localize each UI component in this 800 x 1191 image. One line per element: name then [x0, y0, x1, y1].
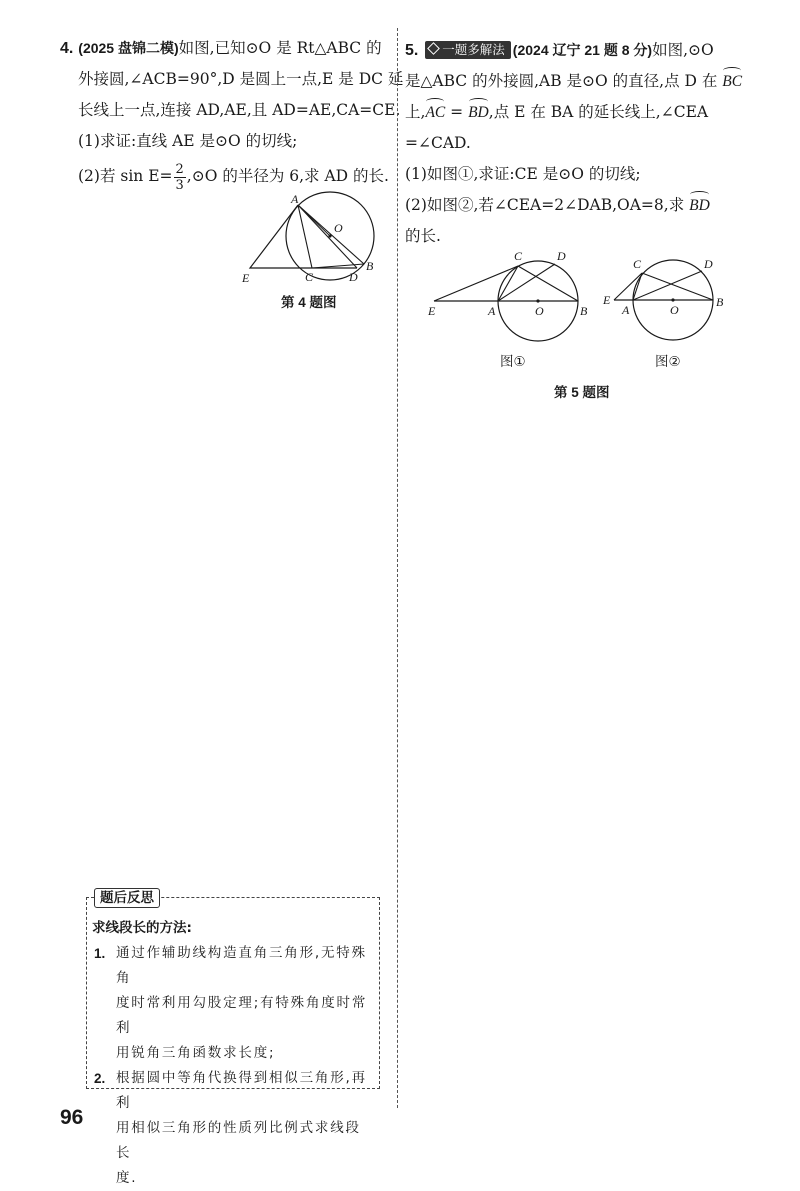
q5-part-2 — [405, 190, 745, 221]
q5-source: (2024 辽宁 21 题 8 分) — [512, 42, 653, 58]
q4-figure — [236, 188, 386, 288]
q5-part-2-pre: (2)如图②,若∠CEA=2∠DAB,OA=8,求 — [405, 196, 690, 214]
q5-figure-2 — [598, 252, 733, 342]
q5-fig1-label-d: D — [557, 249, 566, 263]
q5-fig2-label-c: C — [633, 257, 642, 271]
reflection-item-line: 用相似三角形的性质列比例式求线段长 — [116, 1120, 361, 1161]
q4-label-o: O — [334, 221, 343, 235]
q5-fig2-label-d: D — [704, 257, 713, 271]
q5-text-2: 是△ABC 的外接圆,AB 是⊙O 的直径,点 D 在 — [405, 72, 723, 90]
q4-fraction-numerator: 2 — [175, 161, 184, 177]
reflection-item-number: 1. — [94, 946, 106, 961]
q4-line-ac — [298, 205, 312, 268]
reflection-item-line: 用锐角三角函数求长度; — [116, 1045, 276, 1061]
q4-number: 4. — [60, 40, 74, 57]
reflection-content — [92, 916, 376, 1191]
q4-caption: 第 4 题图 — [281, 295, 337, 310]
q5-figure-1 — [425, 246, 600, 346]
q5-fig2-label-a: A — [622, 303, 630, 317]
q5-fig2-caption: 图② — [655, 354, 681, 369]
q4-line-ad — [298, 205, 357, 268]
q5-fig2-line-cb — [642, 273, 713, 300]
q5-text-3-pre: 上, — [405, 103, 426, 121]
reflection-item — [92, 1066, 376, 1191]
q5-fig1-label-c: C — [514, 249, 523, 263]
q5-line-3 — [405, 97, 745, 128]
q5-method-tag-label: 一题多解法 — [442, 43, 505, 57]
q5-part-1: (1)如图①,求证:CE 是⊙O 的切线; — [405, 165, 641, 183]
q5-fig2-label-b: B — [716, 295, 724, 309]
q5-line-1 — [405, 35, 745, 66]
q4-label-a: A — [291, 192, 299, 206]
reflection-item-line: 根据圆中等角代换得到相似三角形,再利 — [116, 1070, 367, 1111]
q4-line-ao — [298, 205, 330, 236]
q5-arc-bc-text: BC — [722, 73, 743, 90]
reflection-item-number: 2. — [94, 1071, 106, 1086]
q5-arc-bd — [468, 97, 489, 128]
q5-fig2-label-e: E — [603, 293, 611, 307]
q5-method-tag — [425, 41, 511, 59]
q5-fig1-label-e: E — [428, 304, 436, 318]
question-4 — [60, 33, 404, 193]
q5-fig2-line-ad — [633, 271, 702, 300]
q5-arc-ac-text: AC — [425, 104, 446, 121]
q5-fig1-caption: 图① — [500, 354, 526, 369]
q5-line-2 — [405, 66, 745, 97]
q4-label-d: D — [349, 270, 358, 284]
q5-arc-ac — [425, 97, 445, 128]
q5-part-2-arc-bd-text: BD — [689, 197, 710, 214]
q4-source: (2025 盘锦二模) — [78, 40, 179, 56]
question-5 — [405, 35, 745, 252]
q4-line-ae — [250, 205, 357, 268]
q5-text-4: =∠CAD. — [405, 134, 471, 152]
q4-text-3: 长线上一点,连接 AD,AE,且 AD=AE,CA=CE. — [78, 101, 401, 119]
diamond-icon — [427, 42, 440, 55]
q4-point-o — [328, 234, 331, 237]
q5-arc-bd-text: BD — [468, 104, 489, 121]
reflection-tag: 题后反思 — [94, 888, 160, 908]
q5-equals: = — [445, 103, 469, 121]
q5-fig1-label-a: A — [488, 304, 496, 318]
reflection-item-line: 通过作辅助线构造直角三角形,无特殊角 — [116, 945, 367, 986]
q4-line-ab — [298, 205, 364, 264]
q5-fig1-label-b: B — [580, 304, 588, 318]
q5-arc-bc — [722, 66, 742, 97]
q5-fig1-line-cb — [518, 266, 578, 301]
reflection-heading: 求线段长的方法: — [92, 920, 192, 936]
column-divider — [397, 28, 398, 1108]
reflection-item-text — [116, 1066, 376, 1191]
q4-fraction-denominator: 3 — [175, 177, 184, 193]
q5-text-3-post: ,点 E 在 BA 的延长线上,∠CEA — [488, 103, 709, 121]
reflection-item-line: 度时常利用勾股定理;有特殊角度时常利 — [116, 995, 368, 1036]
q5-fig1-point-o — [536, 299, 539, 302]
q5-number: 5. — [405, 42, 419, 59]
reflection-item — [92, 941, 376, 1066]
q5-caption: 第 5 题图 — [554, 385, 610, 400]
q5-fig1-line-ac — [498, 266, 518, 301]
q4-part-2-post: ,⊙O 的半径为 6,求 AD 的长. — [186, 167, 389, 185]
page-number: 96 — [60, 1106, 84, 1129]
q5-fig2-label-o: O — [670, 303, 679, 317]
q4-part-2-pre: (2)若 sin E= — [78, 167, 173, 185]
q4-text-2: 外接圆,∠ACB=90°,D 是圆上一点,E 是 DC 延 — [78, 70, 404, 88]
q4-label-b: B — [366, 259, 374, 273]
q4-fraction — [174, 162, 186, 193]
q4-part-1: (1)求证:直线 AE 是⊙O 的切线; — [78, 132, 298, 150]
q4-label-e: E — [242, 271, 250, 285]
reflection-item-line: 度. — [116, 1170, 138, 1186]
q5-fig2-point-o — [671, 298, 674, 301]
q5-part-2-tail: 的长. — [405, 227, 441, 245]
q5-fig1-label-o: O — [535, 304, 544, 318]
q5-part-2-arc-bd — [689, 190, 710, 221]
q4-line-1 — [60, 33, 382, 64]
q4-text-1: 如图,已知⊙O 是 Rt△ABC 的 — [178, 39, 382, 57]
reflection-item-text — [116, 941, 376, 1066]
q5-text-1: 如图,⊙O — [652, 41, 714, 59]
q4-label-c: C — [305, 270, 314, 284]
